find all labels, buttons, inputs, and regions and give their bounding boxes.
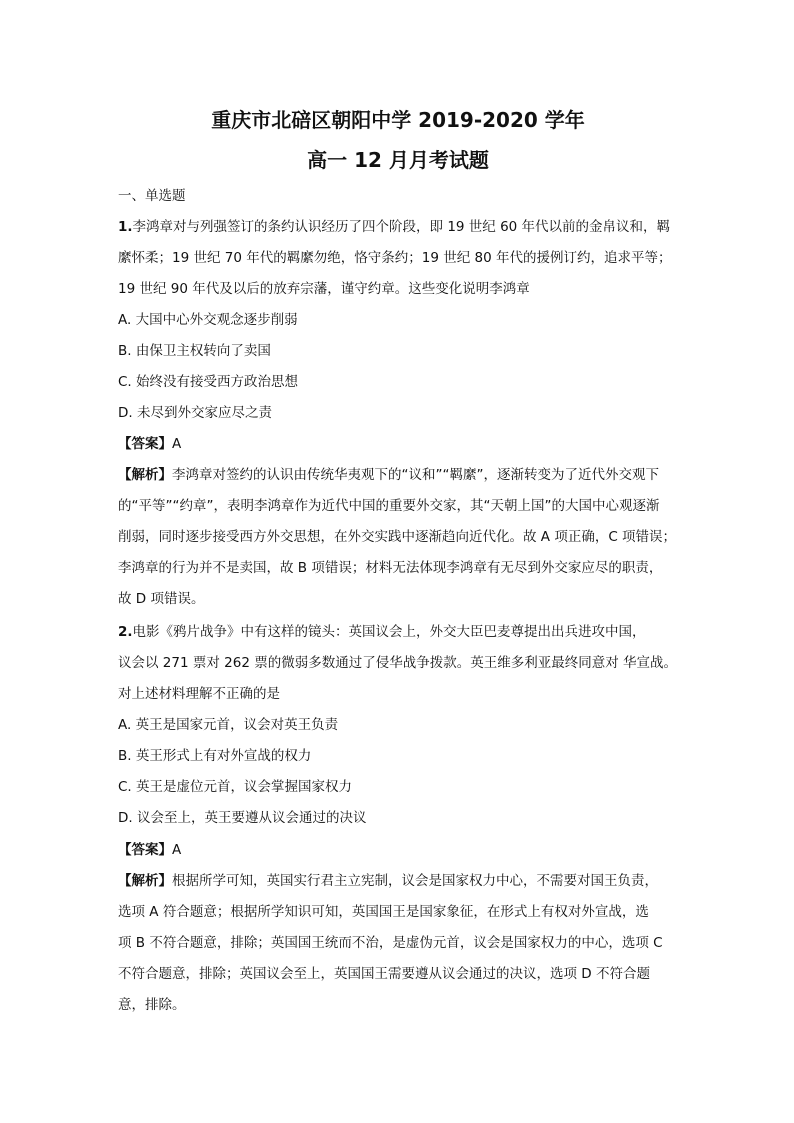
q1-option-b: B. 由保卫主权转向了卖国 <box>118 343 271 359</box>
q2-analysis-line-5: 意，排除。 <box>118 997 186 1013</box>
q1-option-a: A. 大国中心外交观念逐步削弱 <box>118 312 298 328</box>
q1-analysis-line-5: 故 D 项错误。 <box>118 591 205 607</box>
q1-answer: 【答案】A <box>118 436 182 452</box>
q2-option-b: B. 英王形式上有对外宣战的权力 <box>118 748 312 764</box>
q1-analysis-line-3: 削弱，同时逐步接受西方外交思想，在外交实践中逐渐趋向近代化。故 A 项正确，C 项错误； <box>118 529 677 545</box>
q1-number: 1. <box>118 219 133 235</box>
title-line-1: 重庆市北碚区朝阳中学 2019-2020 学年 <box>211 108 585 132</box>
q1-analysis-line-4: 李鸿章的行为并不是卖国，故 B 项错误；材料无法体现李鸿章有无尽到外交家应尽的职责， <box>118 560 663 576</box>
q2-analysis-line-3: 项 B 不符合题意，排除；英国国王统而不治，是虚伪元首，议会是国家权力的中心，选项 C <box>118 935 663 951</box>
q2-option-c: C. 英王是虚位元首，议会掌握国家权力 <box>118 779 353 795</box>
q2-stem-line-3: 对上述材料理解不正确的是 <box>118 686 280 702</box>
q2-stem-line-2: 议会以 271 票对 262 票的微弱多数通过了侵华战争拨款。英王维多利亚最终同意对 华宣战。 <box>118 655 677 671</box>
q2-analysis-line-1: 【解析】根据所学可知，英国实行君主立宪制，议会是国家权力中心，不需要对国王负责， <box>118 873 658 889</box>
q1-option-c: C. 始终没有接受西方政治思想 <box>118 374 299 390</box>
q2-analysis-line-4: 不符合题意，排除；英国议会至上，英国国王需要遵从议会通过的决议，选项 D 不符合题 <box>118 966 650 982</box>
q1-stem-line-3: 19 世纪 90 年代及以后的放弃宗藩，谨守约章。这些变化说明李鸿章 <box>118 281 530 297</box>
q1-stem-line-2: 縻怀柔；19 世纪 70 年代的羁縻勿绝，恪守条约；19 世纪 80 年代的援例订约，追求平等； <box>118 250 672 266</box>
q2-option-a: A. 英王是国家元首，议会对英王负责 <box>118 717 339 733</box>
section-heading: 一、单选题 <box>118 188 186 204</box>
q2-stem-line-1: 2.电影《鸦片战争》中有这样的镜头：英国议会上，外交大臣巴麦尊提出出兵进攻中国， <box>118 624 646 640</box>
q2-answer: 【答案】A <box>118 842 182 858</box>
q1-analysis-line-1: 【解析】李鸿章对签约的认识由传统华夷观下的“议和”“羁縻”，逐渐转变为了近代外交观下 <box>118 467 659 483</box>
q2-option-d: D. 议会至上，英王要遵从议会通过的决议 <box>118 810 367 826</box>
title-line-2: 高一 12 月月考试题 <box>307 148 489 172</box>
q1-option-d: D. 未尽到外交家应尽之责 <box>118 405 272 421</box>
q2-analysis-line-2: 选项 A 符合题意；根据所学知识可知，英国国王是国家象征，在形式上有权对外宣战，选 <box>118 904 649 920</box>
q2-number: 2. <box>118 624 133 640</box>
q1-analysis-line-2: 的“平等”“约章”，表明李鸿章作为近代中国的重要外交家，其“天朝上国”的大国中心观逐渐 <box>118 498 660 514</box>
q1-stem-line-1: 1.李鸿章对与列强签订的条约认识经历了四个阶段，即 19 世纪 60 年代以前的金帛议和，羁 <box>118 219 671 235</box>
